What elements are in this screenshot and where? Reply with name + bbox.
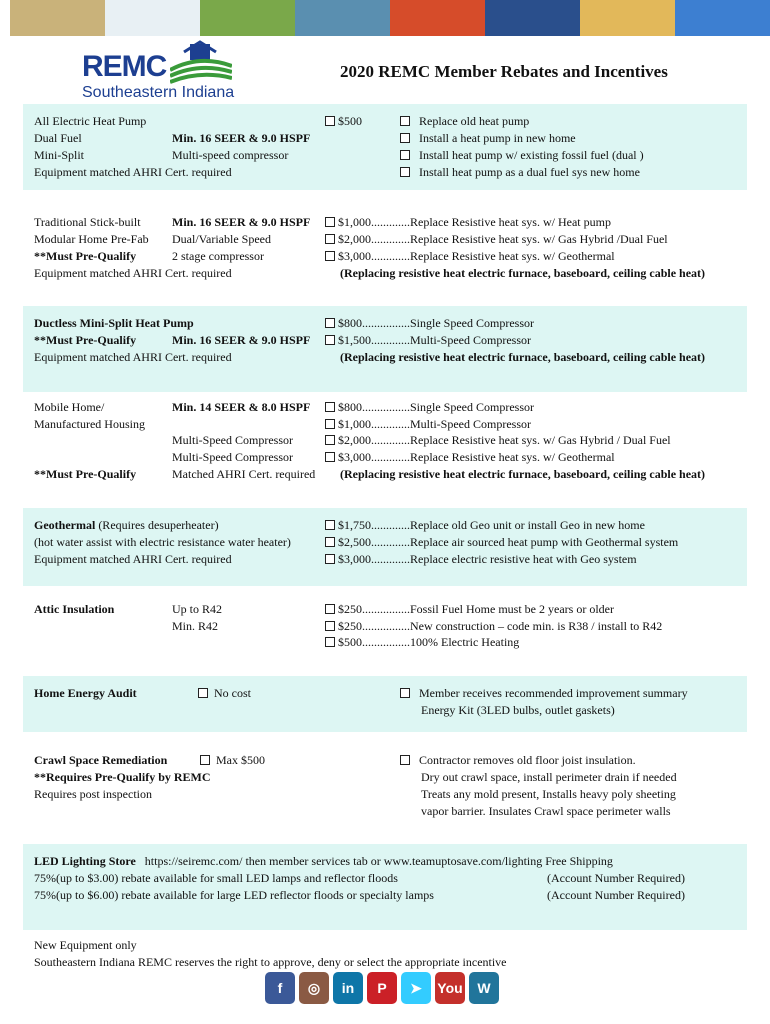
dual-fuel-label: Dual Fuel <box>34 131 82 145</box>
remc-logo <box>82 40 242 104</box>
ductless-label: Ductless Mini-Split Heat Pump <box>34 316 194 330</box>
rebate-row: $2,000.............Replace Resistive heat sys. w/ Gas Hybrid / Dual Fuel <box>325 432 671 448</box>
banner-photo <box>390 0 485 36</box>
rebate-row: $2,500.............Replace air sourced heat pump with Geothermal system <box>325 534 678 550</box>
rebate-row: $250................Fossil Fuel Home must be 2 years or older <box>325 601 614 617</box>
audit-cost: No cost <box>198 685 251 701</box>
spec-compressor: 2 stage compressor <box>172 249 264 263</box>
led-large-rebate: 75%(up to $6.00) rebate available for large LED reflector floods or specialty lamps <box>34 888 434 902</box>
header-banner <box>10 0 770 36</box>
option-checkbox[interactable] <box>400 167 410 177</box>
banner-photo <box>105 0 200 36</box>
crawl-checkbox[interactable] <box>200 755 210 765</box>
attic-spec: Up to R42 <box>172 602 223 616</box>
ahri-note: Matched AHRI Cert. required <box>172 467 316 481</box>
rebate-row: $1,500.............Multi-Speed Compressor <box>325 332 531 348</box>
rebate-checkbox[interactable] <box>325 217 335 227</box>
audit-desc: Member receives recommended improvement summary <box>400 685 688 701</box>
stick-built-label: Traditional Stick-built <box>34 215 141 229</box>
prequalify-note: **Must Pre-Qualify <box>34 333 137 347</box>
wordpress-icon[interactable]: W <box>469 972 499 1004</box>
resistive-note: (Replacing resistive heat electric furnace, baseboard, ceiling cable heat) <box>340 467 706 481</box>
footer-note: New Equipment only <box>34 938 137 952</box>
rebate-checkbox[interactable] <box>325 318 335 328</box>
rebate-row: $800................Single Speed Compressor <box>325 399 534 415</box>
mobile-home-label: Mobile Home/ <box>34 400 105 414</box>
logo-text: REMC <box>82 50 167 83</box>
rebate-checkbox[interactable] <box>325 637 335 647</box>
option-row: Install heat pump as a dual fuel sys new home <box>400 164 640 180</box>
prequalify-note: **Must Pre-Qualify <box>34 467 137 481</box>
banner-photo <box>10 0 105 36</box>
geothermal-label: Geothermal (Requires desuperheater) <box>34 518 219 532</box>
rebate-checkbox[interactable] <box>325 251 335 261</box>
option-checkbox[interactable] <box>400 150 410 160</box>
spec-compressor: Multi-speed compressor <box>172 148 289 162</box>
footer-disclaimer: Southeastern Indiana REMC reserves the right to approve, deny or select the appropriate incentive <box>34 955 507 969</box>
rebate-checkbox[interactable] <box>325 116 335 126</box>
option-row: Install a heat pump in new home <box>400 130 576 146</box>
audit-label: Home Energy Audit <box>34 686 137 700</box>
rebate-row: $1,000.............Multi-Speed Compressor <box>325 416 531 432</box>
rebate-checkbox[interactable] <box>325 452 335 462</box>
rebate-row: $1,750.............Replace old Geo unit or install Geo in new home <box>325 517 645 533</box>
social-links <box>265 972 499 1004</box>
rebate-checkbox[interactable] <box>325 604 335 614</box>
led-link[interactable]: https://seiremc.com/ then member services tab or www.teamuptosave.com/lighting Free Shipping <box>144 854 613 868</box>
twitter-icon[interactable]: ➤ <box>401 972 431 1004</box>
banner-photo <box>200 0 295 36</box>
crawl-desc: Contractor removes old floor joist insulation. <box>400 752 636 768</box>
instagram-icon[interactable]: ◎ <box>299 972 329 1004</box>
heat-pump-label: All Electric Heat Pump <box>34 114 147 128</box>
crawl-desc: Treats any mold present, Installs heavy poly sheeting <box>421 787 676 801</box>
rebate-row: $3,000.............Replace Resistive heat sys. w/ Geothermal <box>325 449 615 465</box>
banner-photo <box>295 0 390 36</box>
rebate-row: $3,000.............Replace electric resistive heat with Geo system <box>325 551 637 567</box>
spec-seer: Min. 16 SEER & 9.0 HSPF <box>172 215 311 229</box>
option-row: Replace old heat pump <box>400 113 529 129</box>
crawl-desc: vapor barrier. Insulates Crawl space perimeter walls <box>421 804 671 818</box>
hot-water-note: (hot water assist with electric resistance water heater) <box>34 535 291 549</box>
rebate-row: $1,000.............Replace Resistive heat sys. w/ Heat pump <box>325 214 611 230</box>
ahri-note: Equipment matched AHRI Cert. required <box>34 165 232 179</box>
spec-seer: Min. 14 SEER & 8.0 HSPF <box>172 400 311 414</box>
rebate-checkbox[interactable] <box>325 402 335 412</box>
rebate-checkbox[interactable] <box>325 554 335 564</box>
inspection-note: Requires post inspection <box>34 787 152 801</box>
facebook-icon[interactable]: f <box>265 972 295 1004</box>
banner-photo <box>675 0 770 36</box>
rebate-checkbox[interactable] <box>325 435 335 445</box>
rebate-amount: $500 <box>325 113 362 129</box>
rebate-checkbox[interactable] <box>325 621 335 631</box>
rebate-row: $800................Single Speed Compressor <box>325 315 534 331</box>
prequalify-note: **Must Pre-Qualify <box>34 249 137 263</box>
logo-subtitle: Southeastern Indiana <box>82 84 235 101</box>
youtube-icon[interactable]: You <box>435 972 465 1004</box>
option-checkbox[interactable] <box>400 133 410 143</box>
rebate-checkbox[interactable] <box>325 520 335 530</box>
resistive-note: (Replacing resistive heat electric furnace, baseboard, ceiling cable heat) <box>340 350 706 364</box>
spec-compressor: Multi-Speed Compressor <box>172 450 293 464</box>
page-title: 2020 REMC Member Rebates and Incentives <box>340 62 668 81</box>
linkedin-icon[interactable]: in <box>333 972 363 1004</box>
ahri-note: Equipment matched AHRI Cert. required <box>34 552 232 566</box>
attic-label: Attic Insulation <box>34 602 115 616</box>
rebate-checkbox[interactable] <box>325 234 335 244</box>
audit-option-checkbox[interactable] <box>400 688 410 698</box>
mini-split-label: Mini-Split <box>34 148 85 162</box>
banner-photo <box>580 0 675 36</box>
rebate-row: $2,000.............Replace Resistive heat sys. w/ Gas Hybrid /Dual Fuel <box>325 231 668 247</box>
led-small-rebate: 75%(up to $3.00) rebate available for small LED lamps and reflector floods <box>34 871 398 885</box>
crawl-desc: Dry out crawl space, install perimeter drain if needed <box>421 770 677 784</box>
resistive-note: (Replacing resistive heat electric furnace, baseboard, ceiling cable heat) <box>340 266 706 280</box>
rebate-row: $3,000.............Replace Resistive heat sys. w/ Geothermal <box>325 248 615 264</box>
rebate-row: $500................100% Electric Heating <box>325 634 519 650</box>
spec-speed: Dual/Variable Speed <box>172 232 271 246</box>
ahri-note: Equipment matched AHRI Cert. required <box>34 350 232 364</box>
rebate-checkbox[interactable] <box>325 419 335 429</box>
crawl-label: Crawl Space Remediation <box>34 753 168 767</box>
crawl-amount: Max $500 <box>200 752 265 768</box>
ahri-note: Equipment matched AHRI Cert. required <box>34 266 232 280</box>
pinterest-icon[interactable]: P <box>367 972 397 1004</box>
crawl-option-checkbox[interactable] <box>400 755 410 765</box>
rebate-checkbox[interactable] <box>325 537 335 547</box>
house-logo-icon <box>170 40 232 84</box>
audit-checkbox[interactable] <box>198 688 208 698</box>
prequalify-note: **Requires Pre-Qualify by REMC <box>34 770 211 784</box>
attic-spec: Min. R42 <box>172 619 219 633</box>
rebate-row: $250................New construction – code min. is R38 / install to R42 <box>325 618 662 634</box>
spec-compressor: Multi-Speed Compressor <box>172 433 293 447</box>
led-line: LED Lighting Store https://seiremc.com/ then member services tab or www.teamuptosave.com/lighting Free Shipping <box>34 854 613 868</box>
spec-seer: Min. 16 SEER & 9.0 HSPF <box>172 131 311 145</box>
rebate-checkbox[interactable] <box>325 335 335 345</box>
account-note: (Account Number Required) <box>547 871 685 885</box>
spec-seer: Min. 16 SEER & 9.0 HSPF <box>172 333 311 347</box>
account-note: (Account Number Required) <box>547 888 685 902</box>
modular-label: Modular Home Pre-Fab <box>34 232 149 246</box>
option-checkbox[interactable] <box>400 116 410 126</box>
banner-photo <box>485 0 580 36</box>
manufactured-label: Manufactured Housing <box>34 417 145 431</box>
option-row: Install heat pump w/ existing fossil fuel (dual ) <box>400 147 644 163</box>
audit-kit: Energy Kit (3LED bulbs, outlet gaskets) <box>421 703 615 717</box>
